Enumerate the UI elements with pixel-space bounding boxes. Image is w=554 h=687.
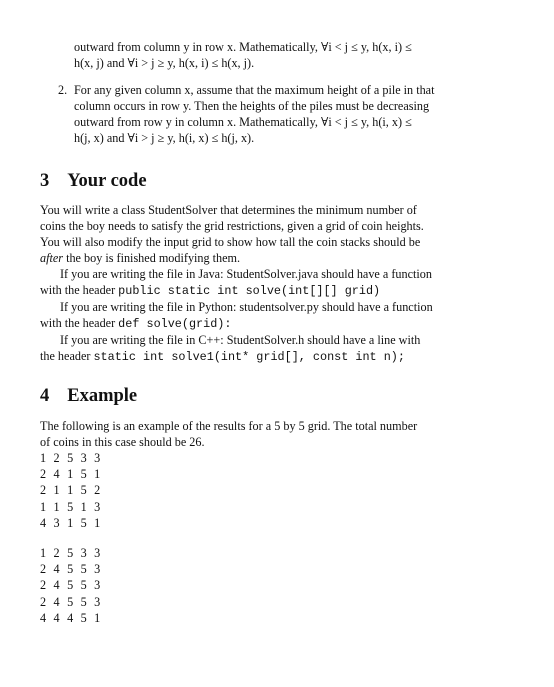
section-4-paragraph — [40, 418, 417, 450]
section-3-title: Your code — [67, 171, 147, 191]
item-1-line-1: outward from column y in row x. Mathematically, ∀i < j ≤ y, h(x, i) ≤ — [74, 40, 412, 54]
grid-after-row: 2 4 5 5 3 — [40, 594, 103, 609]
java-line-2 — [40, 282, 433, 299]
grid-after-row: 2 4 5 5 3 — [40, 562, 103, 577]
cpp-line-2-prefix: the header — [40, 349, 94, 363]
section-4-heading — [40, 385, 137, 407]
item-1-continuation — [40, 39, 412, 71]
grid-before — [40, 450, 102, 531]
section-4-number: 4 — [40, 386, 50, 406]
python-line-2 — [40, 315, 433, 332]
s3-p1-line-4-rest: the boy is finished modifying them. — [63, 251, 241, 265]
s4-p1-line-1: The following is an example of the results for a 5 by 5 grid. The total number — [40, 419, 418, 433]
grid-before-row: 1 2 5 3 3 — [40, 451, 103, 465]
item-2-number: 2. — [58, 83, 68, 97]
grid-after-row: 2 4 5 5 3 — [40, 578, 103, 593]
cpp-line-2 — [40, 348, 433, 365]
item-1-line-2: h(x, j) and ∀i > j ≥ y, h(x, i) ≤ h(x, j). — [74, 56, 255, 70]
s3-p1-line-3: You will also modify the input grid to show how tall the coin stacks should be — [40, 235, 421, 249]
s4-p1-line-2: of coins in this case should be 26. — [40, 435, 205, 449]
section-3-heading — [40, 170, 147, 192]
item-2-line-4: h(j, x) and ∀i > j ≥ y, h(i, x) ≤ h(j, x). — [74, 131, 255, 145]
grid-before-row: 4 3 1 5 1 — [40, 515, 103, 530]
grid-after-row: 1 2 5 3 3 — [40, 546, 103, 560]
grid-after-row: 4 4 4 5 1 — [40, 610, 103, 625]
java-line-1: If you are writing the file in Java: StudentSolver.java should have a function — [60, 267, 432, 281]
cpp-header-code: static int solve1(int* grid[], const int n); — [93, 350, 405, 364]
item-2-line-1: For any given column x, assume that the maximum height of a pile in that — [74, 83, 435, 97]
after-emphasis: after — [40, 251, 64, 265]
grid-before-row: 2 4 1 5 1 — [40, 467, 103, 482]
s3-p1-line-4 — [40, 250, 433, 266]
python-line-1: If you are writing the file in Python: studentsolver.py should have a function — [60, 300, 433, 314]
item-2-line-2: column occurs in row y. Then the heights of the piles must be decreasing — [74, 99, 430, 113]
grid-before-row: 1 1 5 1 3 — [40, 499, 103, 514]
cpp-line-1: If you are writing the file in C++: StudentSolver.h should have a line with — [60, 333, 421, 347]
java-line-2-prefix: with the header — [40, 283, 119, 297]
s3-p1-line-1: You will write a class StudentSolver that determines the minimum number of — [40, 203, 417, 217]
section-4-title: Example — [67, 386, 138, 406]
section-3-paragraph — [40, 202, 433, 365]
python-line-2-prefix: with the header — [40, 316, 119, 330]
grid-before-row: 2 1 1 5 2 — [40, 483, 103, 498]
s3-p1-line-2: coins the boy needs to satisfy the grid restrictions, given a grid of coin heights. — [40, 219, 424, 233]
section-3-number: 3 — [40, 171, 50, 191]
java-header-code: public static int solve(int[][] grid) — [118, 284, 381, 298]
grid-after — [40, 545, 102, 626]
list-item-2 — [40, 82, 434, 146]
python-header-code: def solve(grid): — [118, 317, 232, 331]
item-2-line-3: outward from row y in column x. Mathematically, ∀i < j ≤ y, h(i, x) ≤ — [74, 115, 412, 129]
